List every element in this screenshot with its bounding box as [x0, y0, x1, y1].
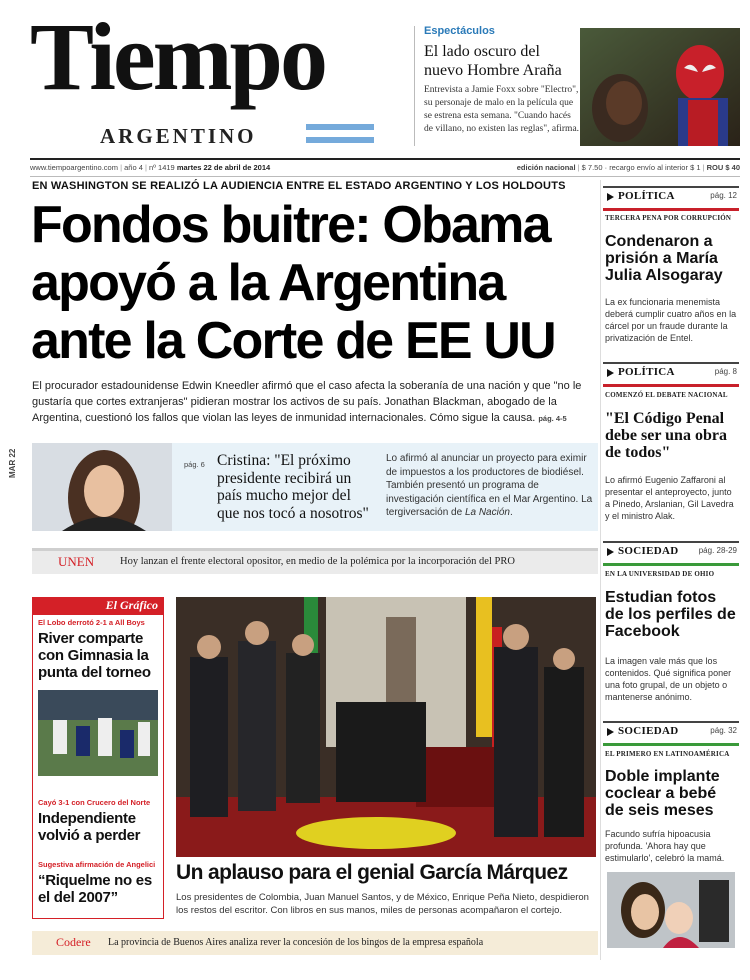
sidebar-headline-3: Estudian fotos de los perfiles de Facebook — [605, 589, 736, 640]
side-date: MAR 22 — [8, 448, 17, 478]
codere-text: La provincia de Buenos Aires analiza rever la concesión de los bingos de la empresa española — [108, 937, 484, 948]
sidebar-body-2: Lo afirmó Eugenio Zaffaroni al presentar el anteproyecto, junto a Pinedo, Arslanian, Gil Lavedra y el ministro Alak. — [605, 475, 734, 521]
unen-bar — [32, 548, 598, 574]
cristina-body-italic: La Nación — [464, 507, 510, 518]
grafico-headline2: Independiente volvió a perder — [38, 810, 141, 844]
sidebar-section-sociedad-2 — [603, 721, 739, 741]
cristina-body-text: Lo afirmó al anunciar un proyecto para eximir de impuestos a los productores de biodiésel. También presentó un programa de investigación científica en el Mar Argentino. La tergiversación de — [386, 453, 593, 518]
info-website[interactable]: www.tiempoargentino.com — [30, 163, 118, 172]
sidebar-divider — [600, 180, 601, 960]
cristina-portrait-icon — [32, 443, 172, 531]
info-top-rule — [30, 158, 740, 160]
sidebar-section-sociedad-1 — [603, 541, 739, 561]
baby-photo — [607, 872, 735, 948]
codere-label: Codere — [56, 935, 91, 949]
main-kicker: EN WASHINGTON SE REALIZÓ LA AUDIENCIA ENTRE EL ESTADO ARGENTINO Y LOS HOLDOUTS — [32, 180, 566, 192]
info-edition: edición nacional — [516, 163, 576, 172]
sidebar-headline-2: "El Código Penal debe ser una obra de todos" — [605, 410, 727, 461]
unen-text: Hoy lanzan el frente electoral opositor, en medio de la polémica por la incorporación del PRO — [120, 556, 515, 567]
section-label: POLÍTICA — [618, 190, 675, 202]
sidebar-kicker-3: EN LA UNIVERSIDAD DE OHIO — [605, 570, 715, 578]
info-bar: www.tiempoargentino.com | año 4 | nº 1419 martes 22 de abril de 2014 edición nacional | $ 7.50 · recargo envío al interior $ 1 | ROU $ 40 — [30, 163, 740, 172]
masthead-subtitle: ARGENTINO — [100, 124, 257, 148]
grafico-headline1: River comparte con Gimnasia la punta del torneo — [38, 630, 151, 681]
sidebar-kicker-rule — [603, 384, 739, 387]
garcia-marquez-photo — [176, 597, 596, 857]
section-page: pág. 28-29 — [698, 546, 737, 555]
garcia-marquez-headline: Un aplauso para el genial García Márquez — [176, 861, 568, 884]
section-label: POLÍTICA — [618, 366, 675, 378]
info-year: año 4 — [124, 163, 143, 172]
promo-headline: El lado oscuro del nuevo Hombre Araña — [424, 43, 562, 79]
sidebar-section-politica-1 — [603, 186, 739, 206]
ceremony-photo-icon — [176, 597, 596, 857]
sidebar-kicker-rule — [603, 743, 739, 746]
sidebar-headline-1: Condenaron a prisión a María Julia Alsogaray — [605, 233, 723, 284]
info-date: martes 22 de abril de 2014 — [176, 163, 271, 172]
section-arrow-icon — [607, 369, 614, 377]
promo-photo — [580, 28, 740, 146]
flag-stripe-mid — [306, 130, 374, 137]
section-label: SOCIEDAD — [618, 725, 679, 737]
sidebar-kicker-rule — [603, 208, 739, 211]
grafico-kicker3: Sugestiva afirmación de Angelici — [38, 860, 156, 869]
sidebar-kicker-rule — [603, 563, 739, 566]
grafico-kicker1: El Lobo derrotó 2-1 a All Boys — [38, 618, 145, 627]
grafico-kicker2: Cayó 3-1 con Crucero del Norte — [38, 798, 151, 807]
cristina-photo — [32, 443, 172, 531]
section-arrow-icon — [607, 548, 614, 556]
section-page: pág. 32 — [710, 726, 737, 735]
info-bottom-rule — [30, 176, 740, 177]
section-label: SOCIEDAD — [618, 545, 679, 557]
cristina-body-end: . — [509, 507, 513, 518]
spiderman-photo-icon — [580, 28, 740, 146]
sidebar-section-politica-2 — [603, 362, 739, 382]
grafico-brand: El Gráfico — [105, 598, 158, 612]
sidebar-headline-4: Doble implante coclear a bebé de seis meses — [605, 768, 720, 819]
grafico-header — [32, 597, 164, 615]
masthead-title: Tiempo — [30, 3, 325, 110]
sidebar-body-1: La ex funcionaria menemista deberá cumplir cuatro años en la cárcel por un fraude durante la privatización de Entel. — [605, 297, 737, 343]
flag-stripe-bottom — [306, 137, 374, 143]
info-issue: nº 1419 — [149, 163, 175, 172]
grafico-photo — [38, 690, 158, 776]
grafico-headline3: “Riquelme no es el del 2007” — [38, 872, 152, 906]
info-rou: ROU $ 40 — [706, 163, 740, 172]
main-headline: Fondos buitre: Obama apoyó a la Argentina ante la Corte de EE UU — [31, 196, 555, 370]
sidebar-kicker-2: COMENZÓ EL DEBATE NACIONAL — [605, 391, 728, 399]
mother-baby-photo-icon — [607, 872, 735, 948]
sidebar-kicker-1: TERCERA PENA POR CORRUPCIÓN — [605, 214, 732, 222]
flag-stripes — [306, 124, 374, 144]
unen-label: UNEN — [58, 554, 95, 569]
sidebar-body-4: Facundo sufría hipoacusia profunda. 'Ahora hay que estimularlo', celebró la mamá. — [605, 829, 725, 863]
info-price: $ 7.50 · recargo envío al interior $ 1 — [581, 163, 701, 172]
promo-divider — [414, 26, 415, 146]
garcia-marquez-body: Los presidentes de Colombia, Juan Manuel Santos, y de México, Enrique Peña Nieto, despidieron los restos del escritor. Con libros en sus manos, miles de personas acompañaron el cortejo. — [176, 892, 589, 916]
cristina-quote: Cristina: "El próximo presidente recibirá un país mucho mejor del que nos tocó a nosotros" — [217, 452, 369, 522]
main-body — [32, 378, 598, 427]
codere-bar — [32, 931, 598, 955]
sidebar-body-3: La imagen vale más que los contenidos. Qué significa poner una foto grupal, de un objeto o mantenerse anónimo. — [605, 656, 732, 702]
cristina-page-ref: pág. 6 — [184, 460, 205, 469]
section-page: pág. 8 — [714, 367, 737, 376]
promo-section: Espectáculos — [424, 25, 495, 37]
section-page: pág. 12 — [710, 191, 737, 200]
section-arrow-icon — [607, 728, 614, 736]
football-photo-icon — [38, 690, 158, 776]
section-arrow-icon — [607, 193, 614, 201]
promo-body: Entrevista a Jamie Foxx sobre "Electro", su personaje de malo en la película que se estrena esta semana. "Cuando hacés de villano, no existen las reglas", afirma. — [424, 85, 580, 134]
main-body-text: El procurador estadounidense Edwin Kneedler afirmó que el caso afecta la soberanía de una nación y que "no le gustaría que cortes extranjeras" pidieran mostrar los activos de su país. Jonathan Blackman, abogado de la Argentina, cuestionó los fallos que violan las leyes de inmunidad internacionales. Cómo sigue la causa. — [32, 380, 582, 424]
cristina-body — [386, 452, 596, 520]
sidebar-kicker-4: EL PRIMERO EN LATINOAMÉRICA — [605, 750, 730, 758]
main-page-ref: pág. 4-5 — [538, 414, 567, 423]
